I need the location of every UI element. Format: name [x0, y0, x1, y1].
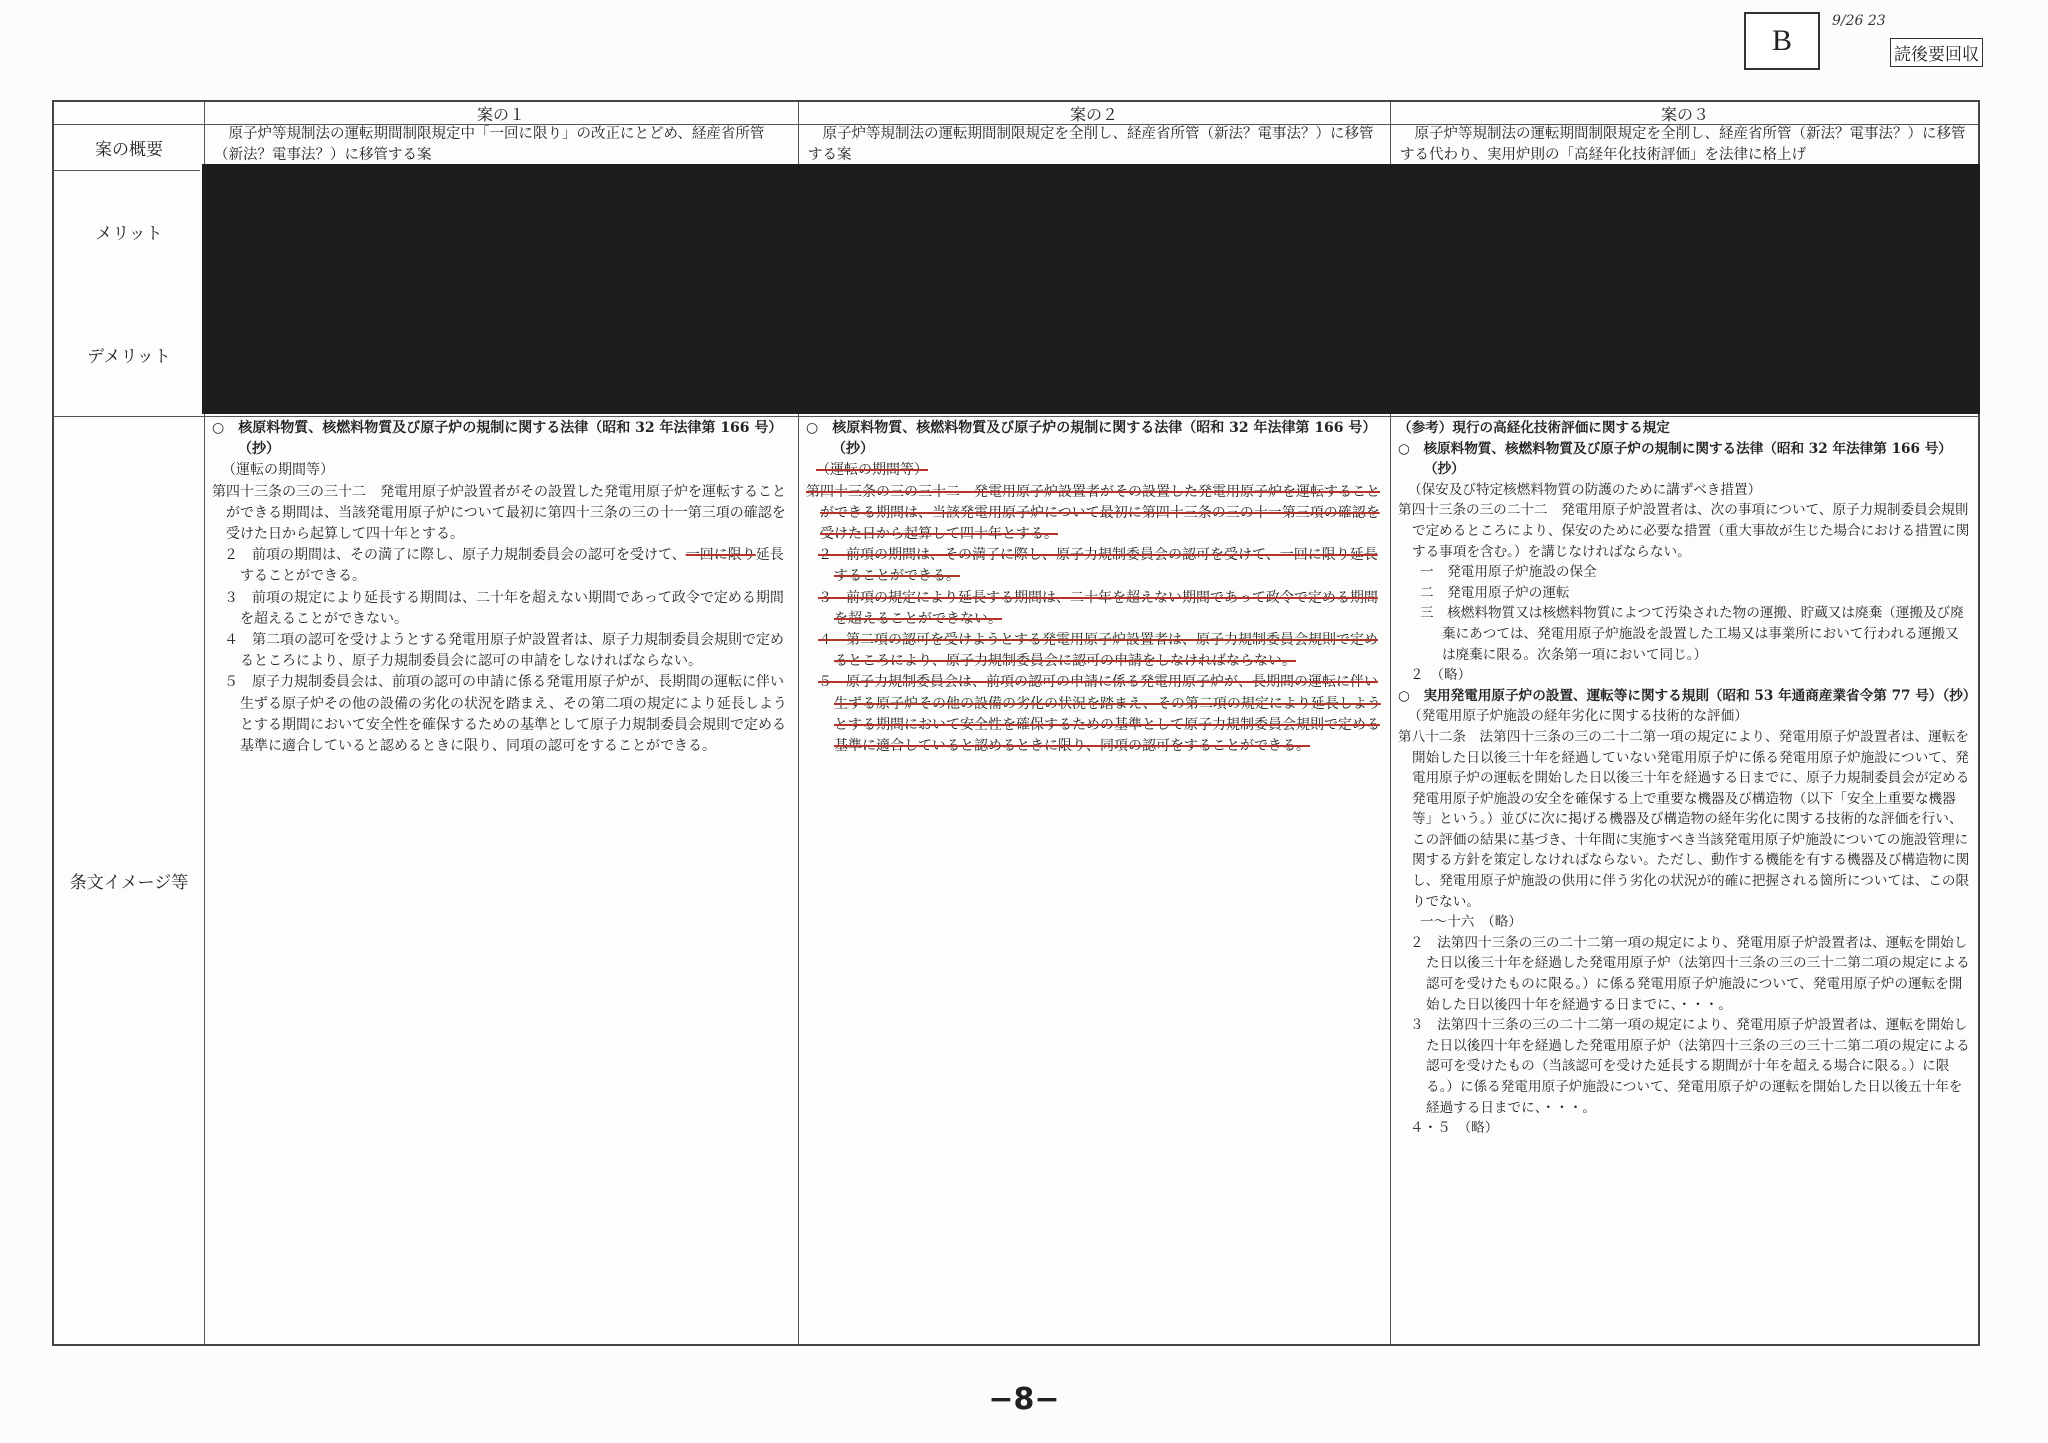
rule-above-text-row	[54, 416, 1978, 417]
paragraph-5-struck: ５ 原子力規制委員会は、前項の認可の申請に係る発電用原子炉が、長期間の運転に伴い生ずる原子炉その他の設備の劣化の状況を踏まえ、その第二項の規定により延長しようとする期間において安全性を確保するための基準として原子力規制委員会規則で定める基準に適合していると認めるときに限り、同項の認可をすることができる。	[818, 674, 1381, 755]
paragraph-4: ４ 第二項の認可を受けようとする発電用原子炉設置者は、原子力規制委員会規則で定めるところにより、原子力規制委員会に認可の申請をしなければならない。	[224, 632, 784, 670]
struck-text: 一回に限り	[685, 547, 756, 564]
text-plan3	[1392, 418, 1978, 1340]
paragraph-2-struck: ２ 前項の期間は、その満了に際し、原子力規制委員会の認可を受けて、一回に限り延長することができる。	[818, 547, 1378, 585]
article-caption: （運転の期間等）	[222, 462, 334, 479]
article-43-3-32-struck: 第四十三条の三の三十二 発電用原子炉設置者がその設置した発電用原子炉を運転することができる期間は、当該発電用原子炉について最初に第四十三条の三の十一第三項の確認を受けた日から起算して四十年とする。	[806, 483, 1380, 543]
column-header-plan1: 案の１	[476, 104, 525, 124]
article-caption: （保安及び特定核燃料物質の防護のために講ずべき措置）	[1408, 481, 1762, 498]
text-plan1	[206, 418, 796, 1340]
summary-plan2: 原子炉等規制法の運転期間制限規定を全削し、経産省所管（新法？電事法？）に移管する案	[808, 126, 1374, 163]
rule-caption: （発電用原子炉施設の経年劣化に関する技術的な評価）	[1408, 708, 1748, 725]
row-label-merit: メリット	[95, 223, 163, 244]
paragraph-2: ２ 前項の期間は、その満了に際し、原子力規制委員会の認可を受けて、一回に限り延長することができる。	[224, 547, 784, 585]
article-caption-struck: （運転の期間等）	[816, 462, 928, 479]
page-number: −8−	[988, 1382, 1060, 1417]
rule-paragraph-2: ２ 法第四十三条の三の二十二第一項の規定により、発電用原子炉設置者は、運転を開始した日以後三十年を経過した発電用原子炉（法第四十三条の三の三十二第二項の規定による認可を受けたものに限る。）に係る発電用原子炉施設について、発電用原子炉の運転を開始した日以後四十年を経過する日までに、・・・。	[1410, 934, 1970, 1013]
return-after-reading-label: 読後要回収	[1890, 38, 1983, 67]
law-title: ○ 核原料物質、核燃料物質及び原子炉の規制に関する法律（昭和 32 年法律第 166 号）（抄）	[212, 420, 783, 458]
row-label-summary: 案の概要	[95, 139, 163, 160]
text-plan2	[800, 418, 1388, 1340]
item-1: 一 発電用原子炉施設の保全	[1420, 564, 1597, 581]
rule-article-82: 第八十二条 法第四十三条の三の二十二第一項の規定により、発電用原子炉設置者は、運転を開始した日以後三十年を経過していない発電用原子炉に係る発電用原子炉施設について、発電用原子炉の運転を開始した日以後三十年を経過する日までに、原子力規制委員会が定める発電用原子炉施設の安全を確保する上で重要な機器及び構造物（以下「安全上重要な機器等」という。）並びに次に掲げる機器及び構造物の経年劣化に関する技術的な評価を行い、この評価の結果に基づき、十年間に実施すべき当該発電用原子炉施設についての施設管理に関する方針を策定しなければならない。ただし、動作する機能を有する機器及び構造物に関し、発電用原子炉施設の供用に伴う劣化の状況が的確に把握される箇所については、この限りでない。	[1398, 728, 1970, 910]
redaction-block	[202, 164, 1980, 414]
law-title: ○ 核原料物質、核燃料物質及び原子炉の規制に関する法律（昭和 32 年法律第 166 号）（抄）	[806, 420, 1377, 458]
rule-title: ○ 実用発電用原子炉の設置、運転等に関する規則（昭和 53 年通商産業省令第 77 号）（抄）	[1398, 687, 1977, 704]
handwritten-date-note: 9/26 23	[1832, 13, 1886, 29]
paragraph-4-struck: ４ 第二項の認可を受けようとする発電用原子炉設置者は、原子力規制委員会規則で定めるところにより、原子力規制委員会に認可の申請をしなければならない。	[818, 632, 1378, 670]
item-2: 二 発電用原子炉の運転	[1420, 584, 1570, 601]
row-label-text: 条文イメージ等	[69, 872, 189, 893]
summary-plan1: 原子炉等規制法の運転期間制限規定中「一回に限り」の改正にとどめ、経産省所管（新法？電事法？）に移管する案	[214, 126, 765, 163]
article-43-3-32: 第四十三条の三の三十二 発電用原子炉設置者がその設置した発電用原子炉を運転することができる期間は、当該発電用原子炉について最初に第四十三条の三の十一第三項の確認を受けた日から起算して四十年とする。	[212, 483, 786, 543]
paragraph-5: ５ 原子力規制委員会は、前項の認可の申請に係る発電用原子炉が、長期間の運転に伴い生ずる原子炉その他の設備の劣化の状況を踏まえ、その第二項の規定により延長しようとする期間において安全性を確保するための基準として原子力規制委員会規則で定める基準に適合していると認めるときに限り、同項の認可をすることができる。	[224, 674, 787, 755]
rule-items-1-16: 一～十六 （略）	[1420, 914, 1522, 931]
rule-paragraph-4-5: ４・５ （略）	[1410, 1120, 1499, 1137]
comparison-table	[52, 100, 1980, 1346]
article-43-3-22: 第四十三条の三の二十二 発電用原子炉設置者は、次の事項について、原子力規制委員会規則で定めるところにより、保安のために必要な措置（重大事故が生じた場合における措置に関する事項を含む。）を講じなければならない。	[1398, 502, 1970, 560]
paragraph-3: ３ 前項の規定により延長する期間は、二十年を超えない期間であって政令で定める期間を超えることができない。	[224, 589, 784, 627]
column-header-plan2: 案の２	[1069, 104, 1118, 124]
reference-heading: （参考）現行の高経化技術評価に関する規定	[1398, 420, 1670, 436]
rule-paragraph-3: ３ 法第四十三条の三の二十二第一項の規定により、発電用原子炉設置者は、運転を開始した日以後四十年を経過した発電用原子炉（法第四十三条の三の三十二第二項の規定による認可を受けたもの（当該認可を受けた延長する期間が十年を超える場合に限る。）に限る。）に係る発電用原子炉施設について、発電用原子炉の運転を開始した日以後五十年を経過する日までに、・・・。	[1410, 1017, 1970, 1116]
paragraph-2: ２ （略）	[1410, 667, 1472, 684]
summary-plan3: 原子炉等規制法の運転期間制限規定を全削し、経産省所管（新法？電事法？）に移管する代わり、実用炉則の「高経年化技術評価」を法律に格上げ	[1400, 126, 1966, 163]
item-3: 三 核燃料物質又は核燃料物質によつて汚染された物の運搬、貯蔵又は廃棄（運搬及び廃棄にあつては、発電用原子炉施設を設置した工場又は事業所において行われる運搬又は廃棄に限る。次条第一項において同じ。）	[1420, 605, 1964, 663]
law-title: ○ 核原料物質、核燃料物質及び原子炉の規制に関する法律（昭和 32 年法律第 166 号）（抄）	[1398, 440, 1952, 478]
row-label-demerit: デメリット	[87, 346, 171, 367]
classification-stamp: B	[1744, 12, 1820, 70]
column-header-plan3: 案の３	[1660, 104, 1709, 124]
paragraph-3-struck: ３ 前項の規定により延長する期間は、二十年を超えない期間であって政令で定める期間を超えることができない。	[818, 589, 1378, 627]
